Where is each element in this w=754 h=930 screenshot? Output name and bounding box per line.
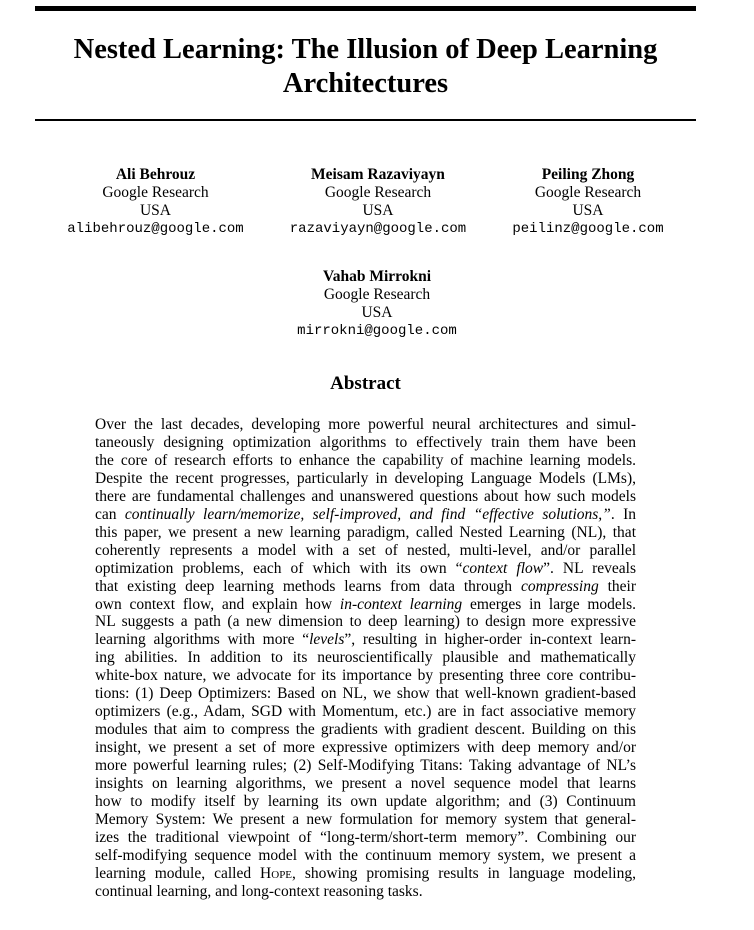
abstract-line: there are fundamental challenges and unanswered questions about how such models <box>95 487 636 505</box>
abstract-text: their <box>598 577 636 595</box>
abstract-line: Over the last decades, developing more powerful neural architectures and simul- <box>95 416 636 433</box>
title-line-2: Architectures <box>282 68 449 99</box>
abstract-text: learning module, called H <box>95 864 272 882</box>
abstract-line: taneously designing optimization algorithms to effectively train them have been <box>95 433 636 451</box>
abstract-line: continual learning, and long-context reasoning tasks. <box>95 882 423 900</box>
abstract-text: emerges in large models. <box>462 595 637 613</box>
abstract-text: , showing promising results in language modeling, <box>292 864 636 882</box>
abstract-emphasis: compressing <box>520 577 599 595</box>
abstract-line: coherently represents a model with a set of nested, multi-level, and/or parallel <box>95 541 636 559</box>
abstract-line: white-box nature, we advocate for its importance by presenting three core contribu- <box>95 667 636 685</box>
author-block-razaviyayn <box>278 166 478 239</box>
title-line-1: Nested Learning: The Illusion of Deep Learning <box>73 34 658 65</box>
author-name: Peiling Zhong <box>541 166 635 183</box>
abstract-line: NL suggests a path (a new dimension to deep learning) to design more expressive <box>95 613 636 631</box>
abstract-text: own context flow, and explain how <box>95 595 340 613</box>
author-country: USA <box>139 202 171 219</box>
author-name: Meisam Razaviyayn <box>311 166 445 183</box>
abstract-emphasis: levels <box>309 631 345 649</box>
author-affiliation: Google Research <box>324 184 432 201</box>
abstract-line: how to modify itself by learning its own update algorithm; and (3) Continuum <box>95 793 636 811</box>
abstract-line <box>95 506 636 524</box>
abstract-text: ”, resulting in higher-order in-context learn- <box>344 631 637 649</box>
abstract-body <box>95 416 636 901</box>
author-affiliation: Google Research <box>323 286 431 303</box>
author-block-zhong <box>500 166 676 239</box>
abstract-line: izes the traditional viewpoint of “long-term/short-term memory”. Combining our <box>95 828 636 846</box>
author-block-mirrokni <box>277 268 477 341</box>
abstract-emphasis: in-context learning <box>339 595 463 613</box>
abstract-heading: Abstract <box>330 373 401 394</box>
abstract-text: optimization problems, each of which with its own “ <box>95 559 463 577</box>
author-affiliation: Google Research <box>534 184 642 201</box>
abstract-line <box>95 865 636 883</box>
abstract-line: modules that aim to compress the gradients with gradient descent. Building on this <box>95 721 636 739</box>
abstract-line <box>95 578 636 596</box>
paper-title <box>35 33 696 101</box>
abstract-line: insight, we present a set of more expressive optimizers with deep memory and/or <box>95 739 636 757</box>
author-country: USA <box>572 202 604 219</box>
hope-small-caps: ope <box>271 864 293 882</box>
author-affiliation: Google Research <box>102 184 209 201</box>
author-name: Ali Behrouz <box>115 166 196 183</box>
abstract-line: the core of research efforts to enhance the capability of machine learning models. <box>95 451 636 469</box>
abstract-line: self-modifying sequence model with the continuum memory system, we present a <box>95 846 636 864</box>
abstract-text: ”. NL reveals <box>543 559 636 577</box>
abstract-text: learning algorithms with more “ <box>95 631 310 649</box>
abstract-line: optimizers (e.g., Adam, SGD with Momentum, etc.) are in fact associative memory <box>95 703 636 721</box>
title-bottom-rule <box>35 119 696 121</box>
author-country: USA <box>362 202 394 219</box>
abstract-line: tions: (1) Deep Optimizers: Based on NL, we show that well-known gradient-based <box>95 685 636 703</box>
abstract-line: ing abilities. In addition to its neuroscientifically plausible and mathematically <box>95 649 636 667</box>
abstract-line: insights on learning algorithms, we present a novel sequence model that learns <box>95 775 636 793</box>
author-name: Vahab Mirrokni <box>322 268 432 285</box>
abstract-text: . In <box>610 505 636 523</box>
abstract-line: Memory System: We present a new formulation for memory system that general- <box>95 810 636 828</box>
abstract-line <box>95 560 636 578</box>
top-rule <box>35 6 696 11</box>
abstract-text: can <box>95 505 125 523</box>
author-email[interactable]: alibehrouz@google.com <box>67 221 244 237</box>
author-email[interactable]: mirrokni@google.com <box>297 323 457 339</box>
author-email[interactable]: peilinz@google.com <box>512 221 664 237</box>
abstract-emphasis: continually learn/memorize, self-improved, and find “effective solutions,” <box>124 505 611 523</box>
abstract-line: this paper, we present a new learning paradigm, called Nested Learning (NL), that <box>95 523 636 541</box>
author-country: USA <box>361 304 393 321</box>
abstract-line: Despite the recent progresses, particularly in developing Language Models (LMs), <box>95 469 636 487</box>
abstract-line: more powerful learning rules; (2) Self-Modifying Titans: Taking advantage of NL’s <box>95 757 636 775</box>
abstract-line <box>95 631 636 649</box>
abstract-text: that existing deep learning methods learns from data through <box>95 577 521 595</box>
abstract-line <box>95 596 636 614</box>
author-block-behrouz <box>57 166 254 239</box>
author-email[interactable]: razaviyayn@google.com <box>289 221 467 237</box>
abstract-emphasis: context flow <box>462 559 544 577</box>
